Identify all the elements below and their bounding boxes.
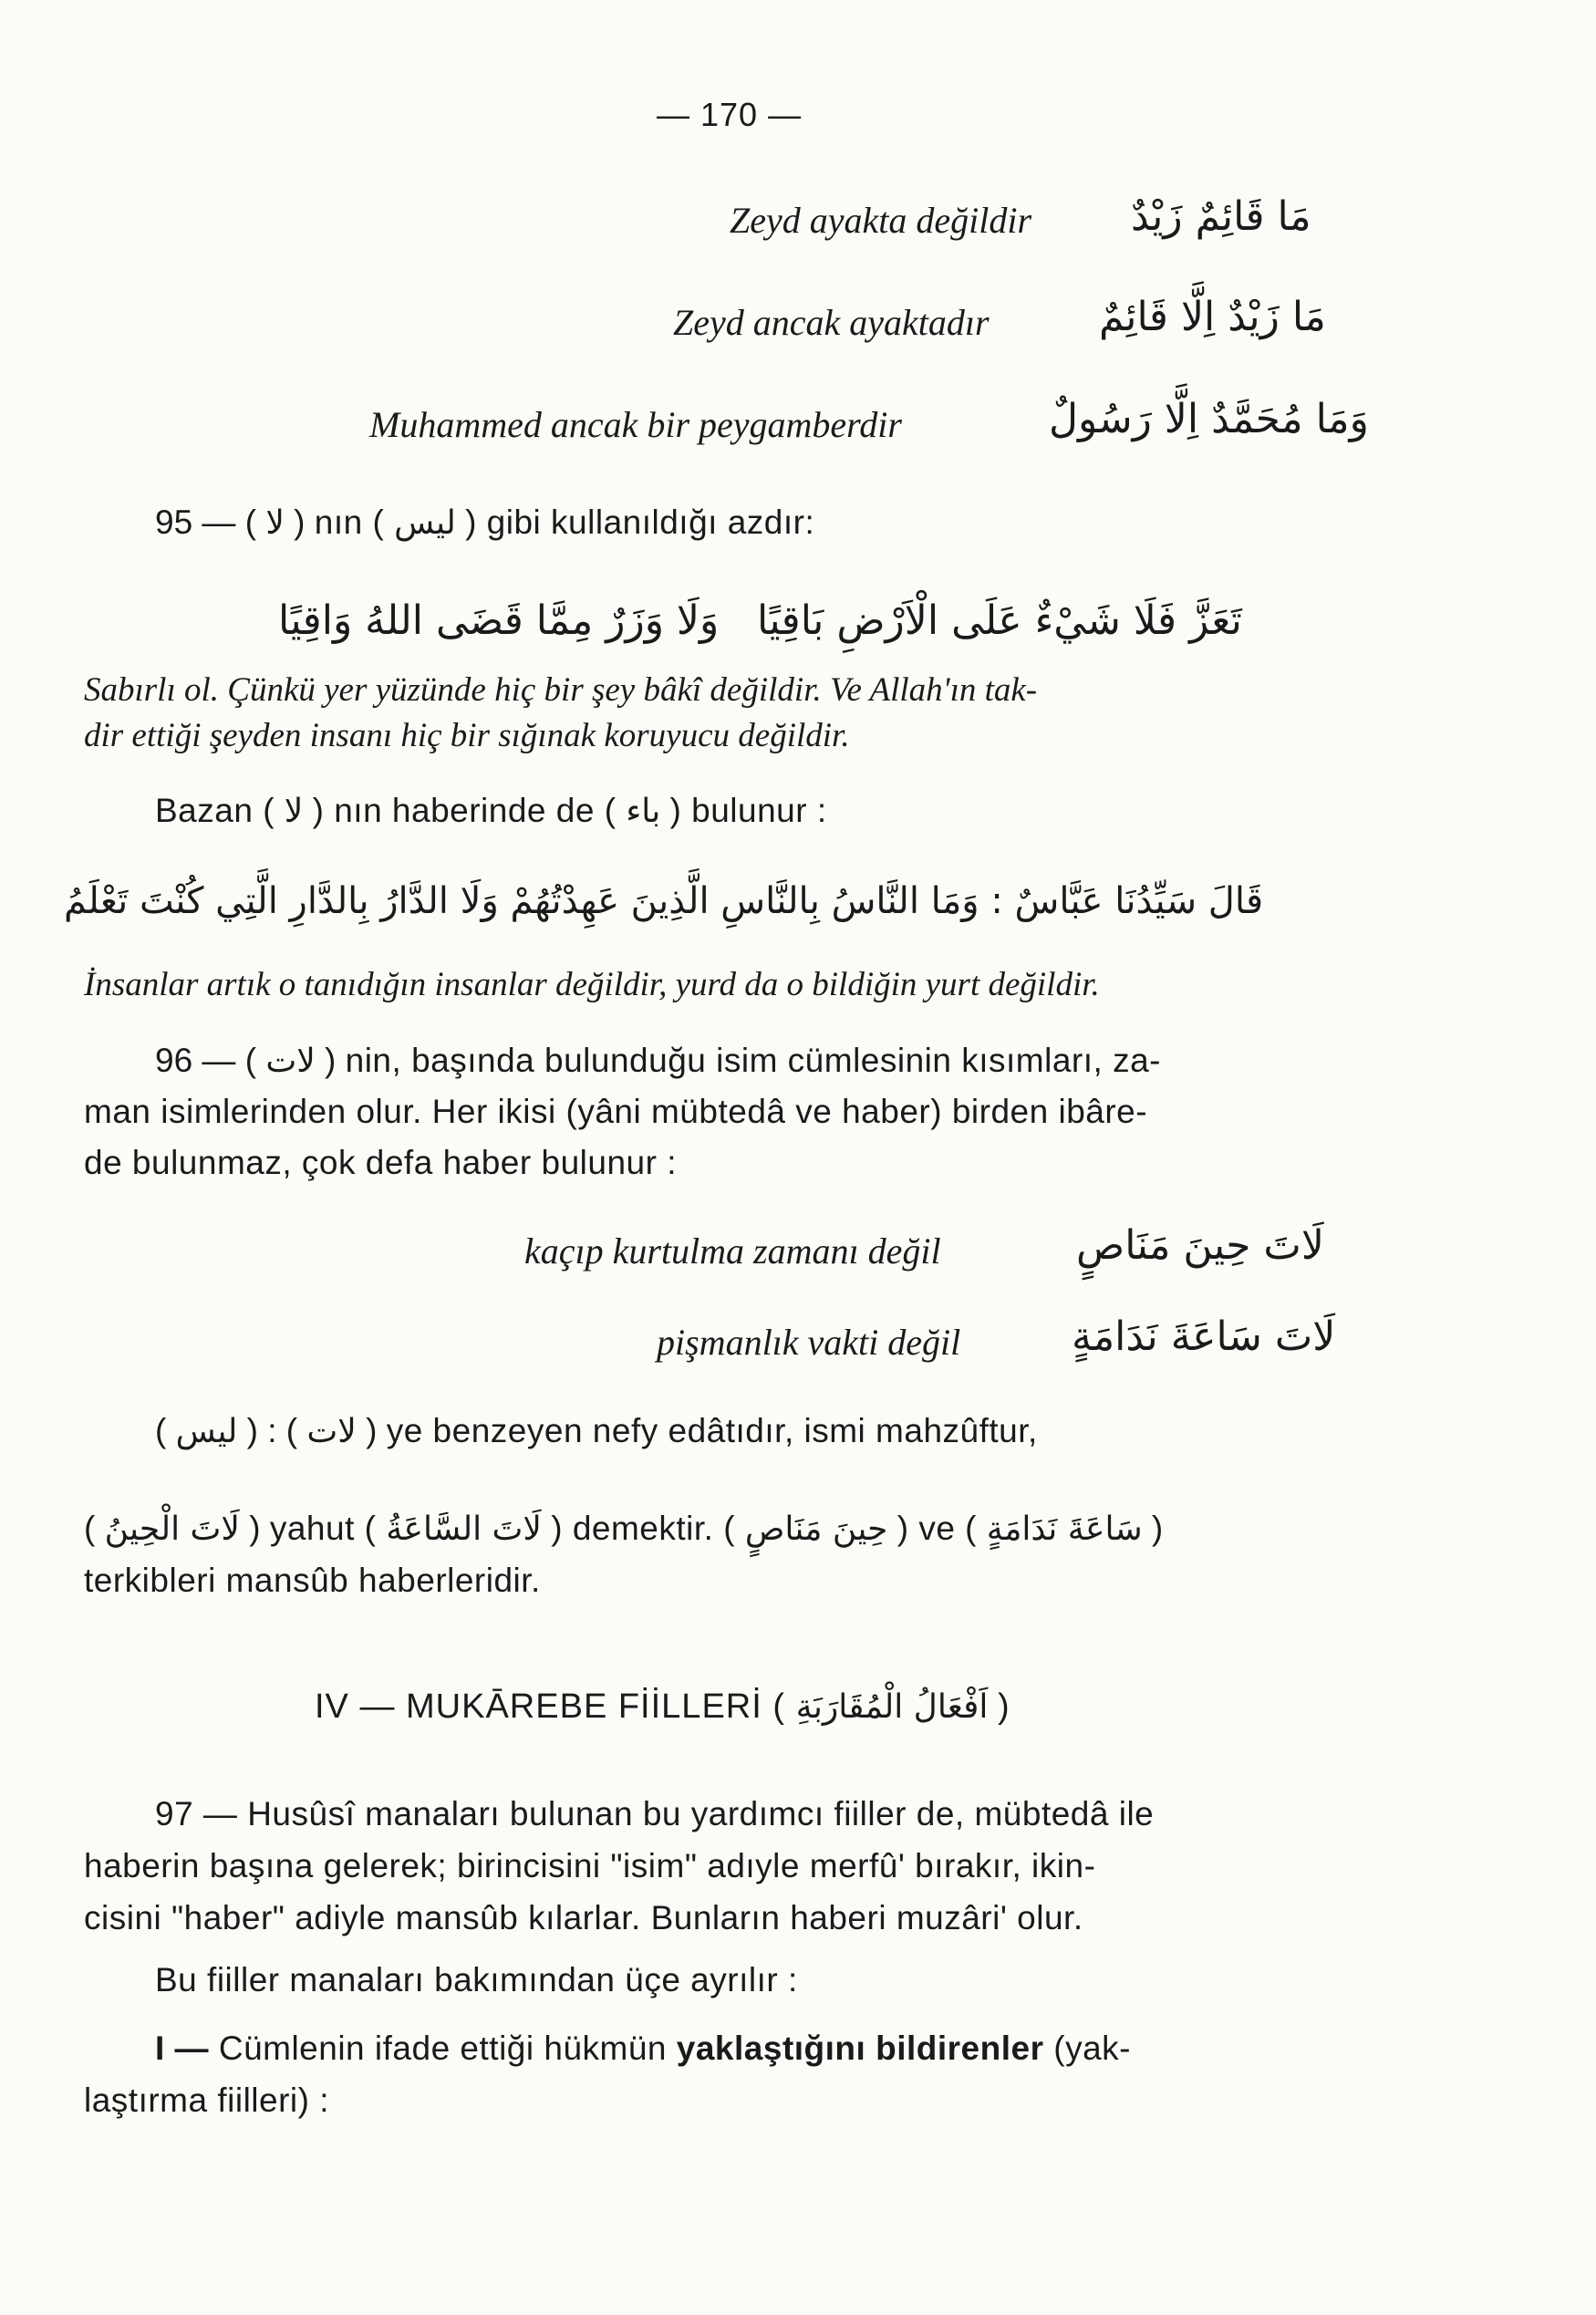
section-96-number: 96 — [155, 1042, 236, 1079]
section-95-number: 95 — [155, 503, 236, 541]
section-96-line-3: de bulunmaz, çok defa haber bulunur : [84, 1144, 677, 1181]
example-lata-2-arabic: لَاتَ سَاعَةَ نَدَامَةٍ [1072, 1313, 1336, 1360]
arabic-ba: باء [626, 793, 661, 830]
arabic-la: لا [265, 504, 285, 542]
section-95-line: 95 — ( لا ) nın ( ليس ) gibi kullanıldığı azdır: [155, 503, 815, 542]
page-number: — 170 — [657, 96, 803, 133]
section-96-line-1: 96 — ( لات ) nin, başında bulunduğu isim cümlesinin kısımları, za- [155, 1042, 1161, 1080]
verse-abbas: قَالَ سَيِّدُنَا عَبَّاسٌ : وَمَا النَّاسُ بِالنَّاسِ الَّذِينَ عَهِدْتُهُمْ وَلَا الدَّارُ بِالدَّارِ الَّتِي كُنْتَ تَعْلَمُ [64, 880, 1264, 922]
example-3-arabic: وَمَا مُحَمَّدٌ اِلَّا رَسُولٌ [1049, 396, 1369, 442]
verse-95-translation-line-2: dir ettiği şeyden insanı hiç bir sığınak koruyucu değildir. [84, 717, 850, 754]
section-97-line-1: 97 — Husûsî manaları bulunan bu yardımcı fiiller de, mübtedâ ile [155, 1795, 1155, 1832]
section-97-line-5: I — Cümlenin ifade ettiği hükmün yaklaştığını bildirenler (yak- [155, 2030, 1131, 2067]
section-97-line-4: Bu fiiller manaları bakımından üçe ayrılır : [155, 1961, 798, 1998]
lata-definition-line-3: terkibleri mansûb haberleridir. [84, 1562, 541, 1599]
section-heading: IV — MUKĀREBE FİİLLERİ ( اَفْعَالُ الْمُقَارَبَةِ ) [315, 1687, 1010, 1726]
lata-definition-line-1: ( لات ) : ( ليس ) ye benzeyen nefy edâtıdır, ismi mahzûftur, [155, 1412, 1038, 1450]
verse-95-translation-line-1: Sabırlı ol. Çünkü yer yüzünde hiç bir şey bâkî değildir. Ve Allah'ın tak- [84, 671, 1038, 709]
lata-definition-line-2: ( لَاتَ الْحِينُ ) yahut ( لَاتَ السَّاعَةُ ) demektir. ( حِينَ مَنَاصٍ ) ve ( سَاعَةَ نَدَامَةٍ ) [84, 1510, 1164, 1548]
arabic-laysa: ليس [394, 504, 456, 542]
section-heading-arabic: اَفْعَالُ الْمُقَارَبَةِ [795, 1688, 989, 1726]
section-97-line-2: haberin başına gelerek; birincisini "isim" adıyle merfû' bırakır, ikin- [84, 1847, 1096, 1884]
bazan-line: Bazan ( لا ) nın haberinde de ( باء ) bulunur : [155, 792, 827, 830]
example-2-translation: Zeyd ancak ayaktadır [673, 302, 990, 343]
example-lata-1-arabic: لَاتَ حِينَ مَنَاصٍ [1076, 1222, 1324, 1269]
verse-abbas-translation: İnsanlar artık o tanıdığın insanlar değildir, yurd da o bildiğin yurt değildir. [84, 966, 1100, 1003]
example-lata-1-translation: kaçıp kurtulma zamanı değil [524, 1230, 941, 1272]
section-97-line-6: laştırma fiilleri) : [84, 2081, 330, 2119]
section-97-line-3: cisini "haber" adiyle mansûb kılarlar. Bunların haberi muzâri' olur. [84, 1899, 1083, 1936]
section-96-line-2: man isimlerinden olur. Her ikisi (yâni mübtedâ ve haber) birden ibâre- [84, 1093, 1148, 1130]
example-1-translation: Zeyd ayakta değildir [730, 200, 1032, 241]
example-2-arabic: مَا زَيْدٌ اِلَّا قَائِمٌ [1099, 294, 1326, 340]
verse-95-left: وَلَا وَزَرٌ مِمَّا قَضَى اللهُ وَاقِيًا [278, 597, 720, 644]
verse-95-right: تَعَزَّ فَلَا شَيْءٌ عَلَى الْاَرْضِ بَاقِيًا [757, 597, 1242, 644]
arabic-la: لا [284, 793, 304, 830]
example-1-arabic: مَا قَائِمٌ زَيْدٌ [1131, 193, 1311, 240]
example-lata-2-translation: pişmanlık vakti değil [657, 1322, 961, 1363]
example-3-translation: Muhammed ancak bir peygamberdir [369, 404, 902, 445]
arabic-lata: لات [265, 1043, 316, 1080]
